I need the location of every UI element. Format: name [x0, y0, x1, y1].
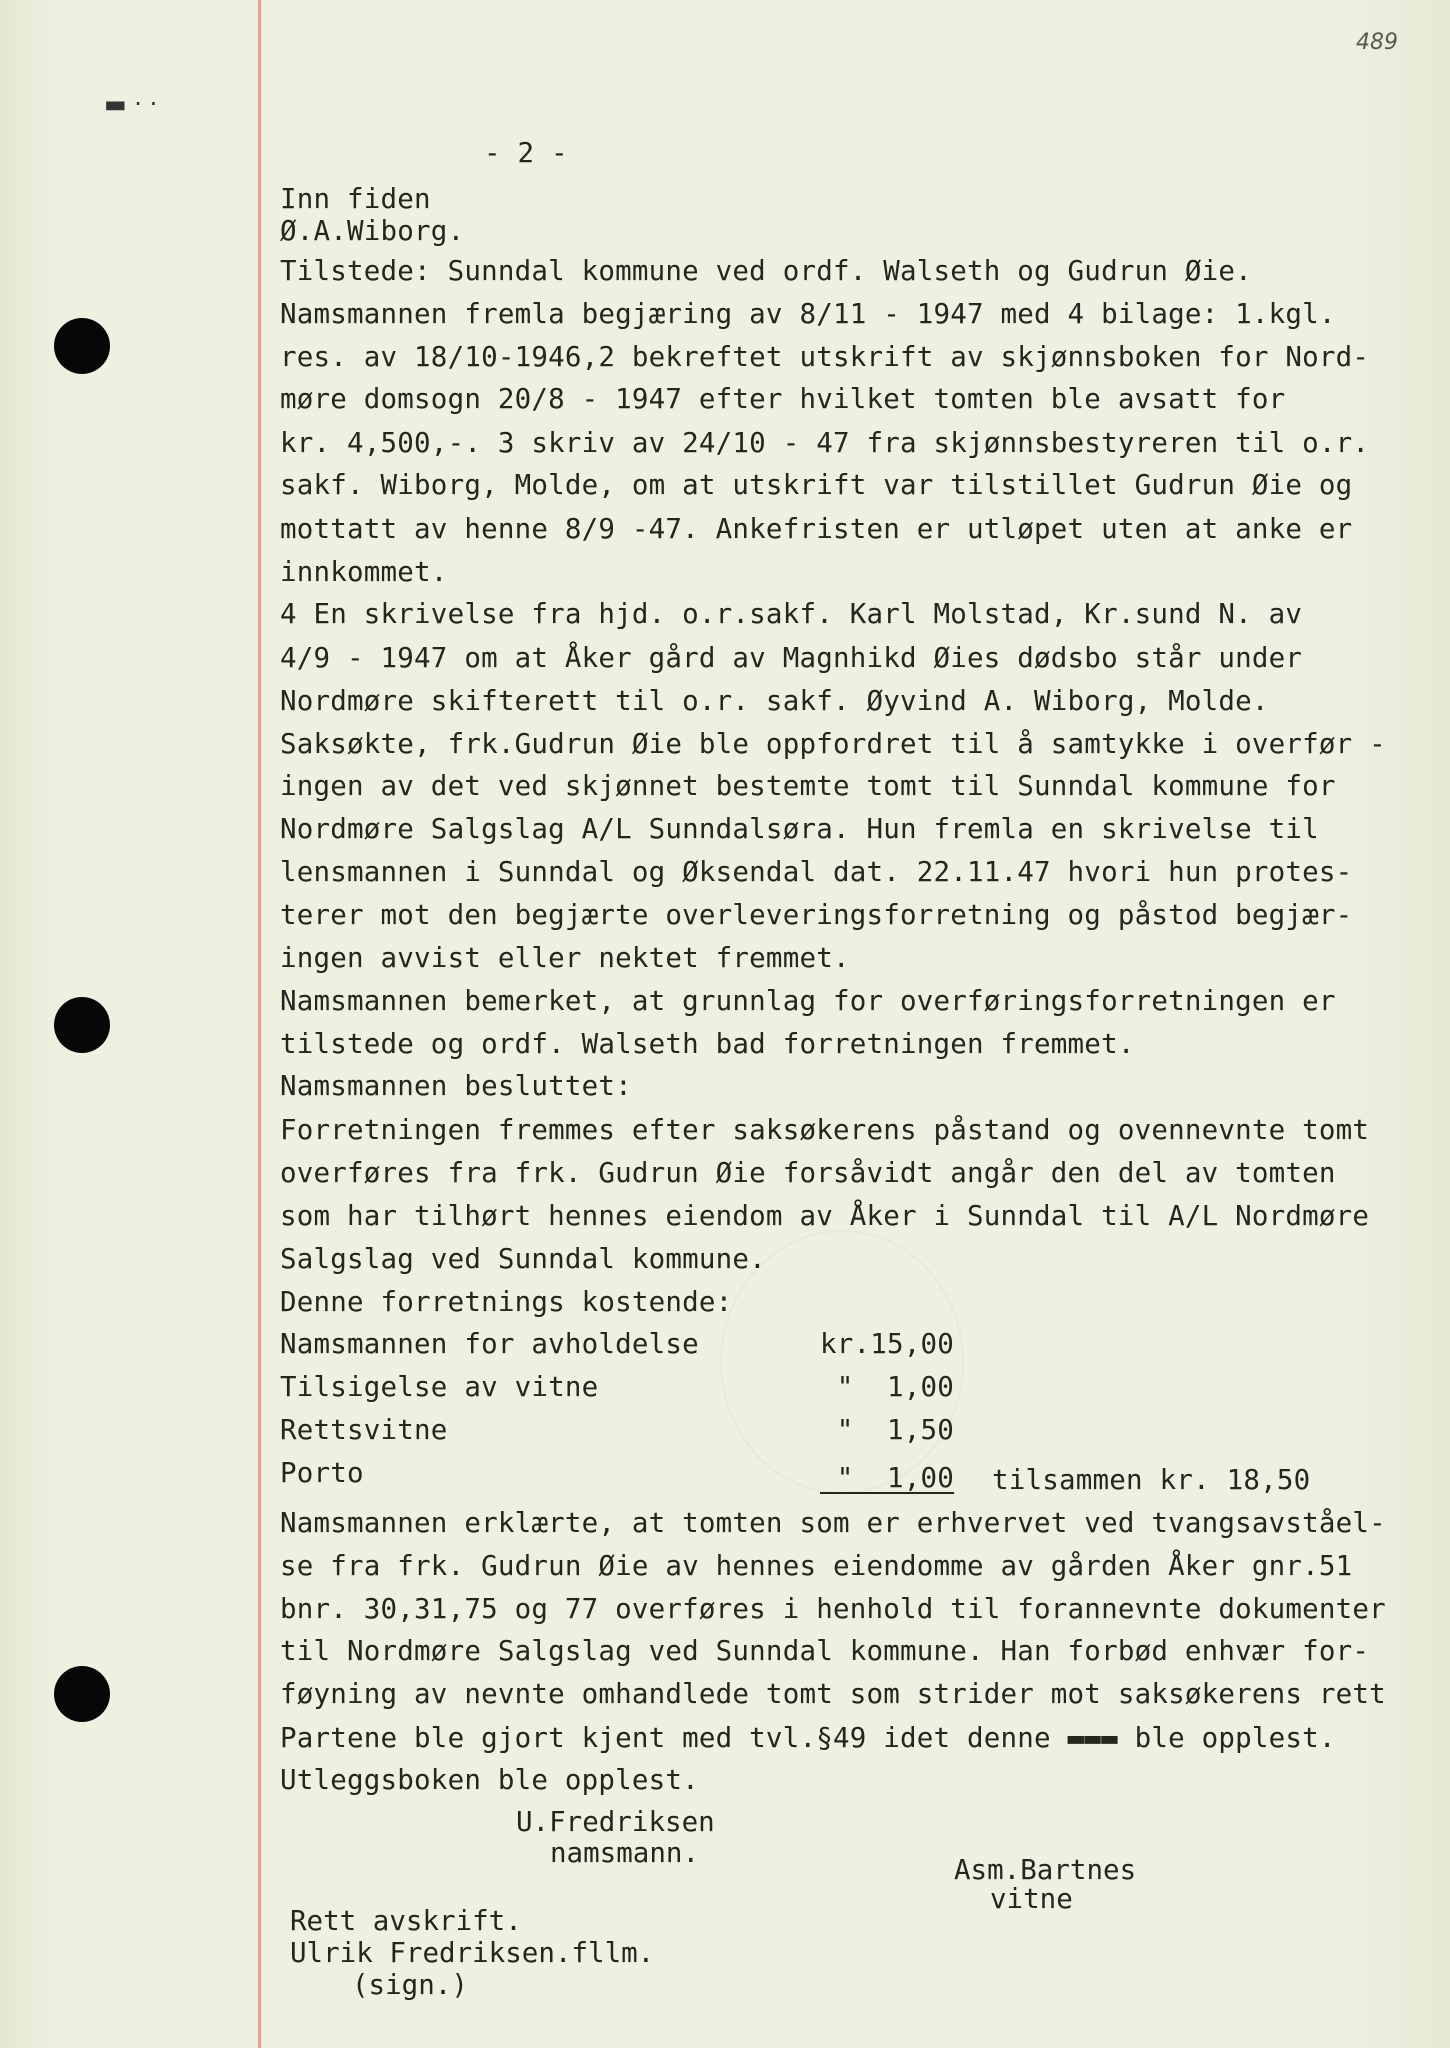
copy-sign: (sign.): [352, 1969, 468, 2001]
text-line: møre domsogn 20/8 - 1947 efter hvilket tomten ble avsatt for: [280, 383, 1286, 415]
text-line: 4/9 - 1947 om at Åker gård av Magnhikd Øies dødsbo står under: [280, 642, 1303, 674]
text-line: ingen avvist eller nektet fremmet.: [280, 942, 850, 974]
vitne-name: Asm.Bartnes: [954, 1854, 1137, 1886]
text-line: Nordmøre skifterett til o.r. sakf. Øyvind A. Wiborg, Molde.: [280, 685, 1269, 717]
cost-label: Rettsvitne: [280, 1414, 448, 1446]
namsmann-name: U.Fredriksen: [516, 1806, 715, 1838]
punch-hole: [54, 997, 110, 1053]
text-line: se fra frk. Gudrun Øie av hennes eiendomme av gården Åker gnr.51: [280, 1550, 1353, 1582]
text-line: Tilstede: Sunndal kommune ved ordf. Walseth og Gudrun Øie.: [280, 255, 1252, 287]
text-line: Forretningen fremmes efter saksøkerens påstand og ovennevnte tomt: [280, 1114, 1370, 1146]
pen-mark: ▬ · ·: [104, 90, 158, 118]
text-line: Nordmøre Salgslag A/L Sunndalsøra. Hun fremla en skrivelse til: [280, 813, 1319, 845]
text-line: Namsmannen besluttet:: [280, 1070, 632, 1102]
cost-amount: kr.15,00: [820, 1328, 955, 1360]
text-line: føyning av nevnte omhandlede tomt som strider mot saksøkerens rett: [280, 1678, 1386, 1710]
cost-label: Tilsigelse av vitne: [280, 1371, 599, 1403]
text-line: Namsmannen erklærte, at tomten som er erhvervet ved tvangsavståel-: [280, 1507, 1386, 1539]
cost-amount: " 1,00: [820, 1371, 955, 1403]
text-line: 4 En skrivelse fra hjd. o.r.sakf. Karl Molstad, Kr.sund N. av: [280, 598, 1303, 630]
text-line: Namsmannen bemerket, at grunnlag for overføringsforretningen er: [280, 985, 1336, 1017]
text-line: Utleggsboken ble opplest.: [280, 1764, 699, 1796]
text-line: til Nordmøre Salgslag ved Sunndal kommune. Han forbød enhvær for-: [280, 1635, 1370, 1667]
text-line: tilstede og ordf. Walseth bad forretningen fremmet.: [280, 1028, 1135, 1060]
text-line: Ø.A.Wiborg.: [280, 215, 465, 247]
namsmann-title: namsmann.: [550, 1837, 700, 1869]
punch-hole: [54, 1666, 110, 1722]
text-line: terer mot den begjærte overleveringsforretning og påstod begjær-: [280, 899, 1353, 931]
vitne-title: vitne: [990, 1883, 1073, 1915]
text-line: Partene ble gjort kjent med tvl.§49 idet denne ▬▬▬ ble opplest.: [280, 1722, 1336, 1754]
text-line: Salgslag ved Sunndal kommune.: [280, 1243, 766, 1275]
text-line: mottatt av henne 8/9 -47. Ankefristen er utløpet uten at anke er: [280, 513, 1353, 545]
copy-name: Ulrik Fredriksen.fllm.: [290, 1937, 655, 1969]
cost-amount: " 1,50: [820, 1414, 955, 1446]
page-number: 489: [1356, 30, 1398, 55]
cost-total: tilsammen kr. 18,50: [992, 1464, 1311, 1496]
text-line: ingen av det ved skjønnet bestemte tomt til Sunndal kommune for: [280, 770, 1336, 802]
text-line: lensmannen i Sunndal og Øksendal dat. 22.11.47 hvori hun protes-: [280, 856, 1353, 888]
cost-amount: " 1,00: [820, 1462, 955, 1494]
text-line: Denne forretnings kostende:: [280, 1286, 733, 1318]
text-line: Inn fiden: [280, 183, 431, 215]
margin-rule: [258, 0, 261, 2048]
cost-label: Namsmannen for avholdelse: [280, 1328, 699, 1360]
text-line: som har tilhørt hennes eiendom av Åker i Sunndal til A/L Nordmøre: [280, 1200, 1370, 1232]
text-line: sakf. Wiborg, Molde, om at utskrift var tilstillet Gudrun Øie og: [280, 469, 1353, 501]
text-line: Namsmannen fremla begjæring av 8/11 - 1947 med 4 bilage: 1.kgl.: [280, 298, 1336, 330]
text-line: kr. 4,500,-. 3 skriv av 24/10 - 47 fra skjønnsbestyreren til o.r.: [280, 427, 1370, 459]
text-line: Saksøkte, frk.Gudrun Øie ble oppfordret til å samtykke i overfør -: [280, 728, 1386, 760]
cost-label: Porto: [280, 1457, 364, 1489]
punch-hole: [54, 318, 110, 374]
text-line: bnr. 30,31,75 og 77 overføres i henhold til forannevnte dokumenter: [280, 1593, 1386, 1625]
text-line: innkommet.: [280, 556, 448, 588]
text-line: res. av 18/10-1946,2 bekreftet utskrift av skjønnsboken for Nord-: [280, 341, 1370, 373]
copy-note: Rett avskrift.: [290, 1905, 522, 1937]
text-line: overføres fra frk. Gudrun Øie forsåvidt angår den del av tomten: [280, 1157, 1336, 1189]
page-header: - 2 -: [484, 137, 568, 169]
